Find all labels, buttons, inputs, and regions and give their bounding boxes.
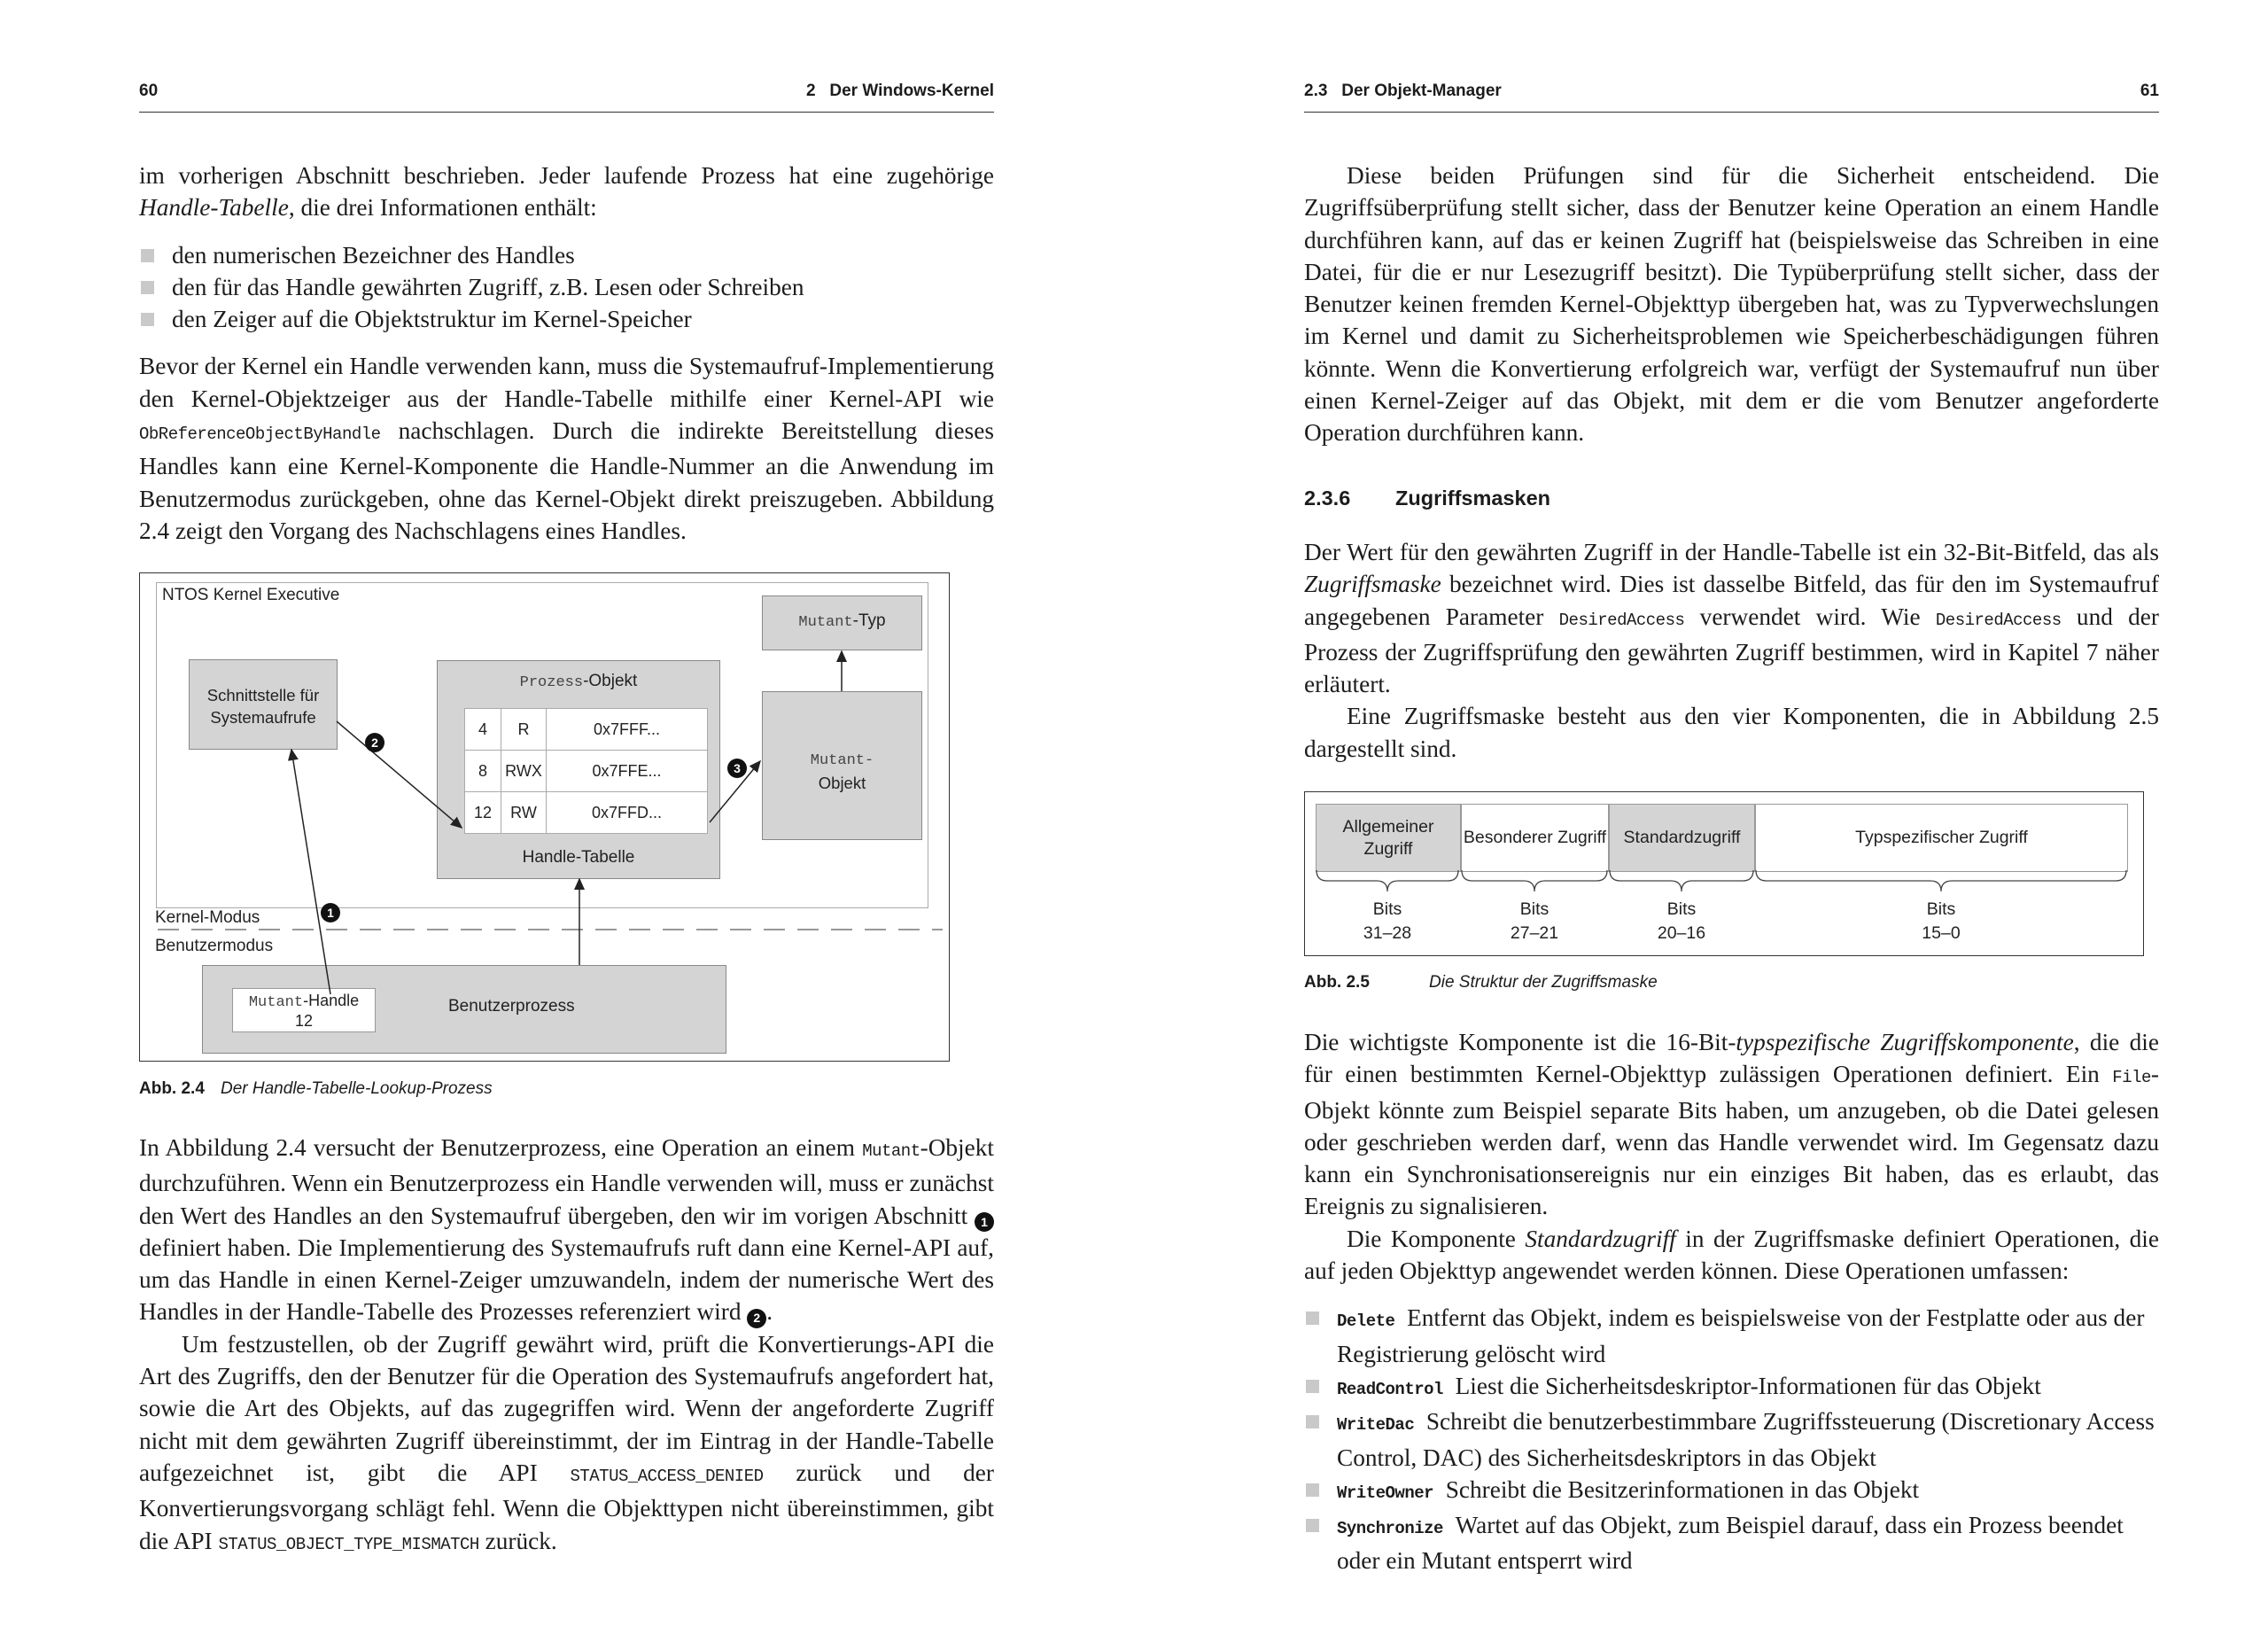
right-page-number: 61	[2140, 82, 2159, 100]
marker-3: 3	[727, 759, 747, 778]
right-paragraph-1: Diese beiden Prüfungen sind für die Sicherheit entscheidend. Die Zugriffsüberprüfung stellt sicher, dass der Benutzer keine Operation an einem Handle durchführen kann, auf das er keinen Zugriff hat (beispielsweise das Schreiben in eine Datei, für die er nur Lesezugriff besitzt). Die Typüberprüfung stellt sicher, dass der Benutzer keinen fremden Kernel-Objekttyp übergeben hat, was zu Typverwechslungen im Kernel und damit zu Sicherheitsproblemen wie Speicherbeschädigungen führen könnte. Wenn die Konvertierung erfolgreich war, verfügt der Systemaufruf nun über einen Kernel-Zeiger auf das Objekt, mit dem er die vom Benutzer angeforderte Operation durchführen kann.	[1304, 162, 2159, 447]
inline-marker-2: 2	[747, 1309, 766, 1328]
figure-connectors	[140, 573, 949, 1061]
standard-access-list	[1304, 1302, 2159, 1576]
bits-label-31-28: Bits 31–28	[1363, 899, 1412, 943]
left-page-number: 60	[139, 82, 159, 100]
mutant-object-label: Mutant- Objekt	[810, 752, 874, 792]
section-heading	[1304, 486, 1550, 510]
process-object-label: Prozess-Objekt	[519, 672, 638, 691]
section-number: 2.3.6	[1304, 486, 1351, 510]
inline-marker-1: 1	[975, 1212, 994, 1232]
table-row: 8 RWX 0x7FFE...	[465, 751, 708, 792]
executive-label: NTOS Kernel Executive	[162, 586, 340, 604]
arrow-2-syscall-to-table	[337, 721, 462, 828]
arrow-1-handle-to-syscall	[291, 750, 330, 994]
mutant-handle-box: Mutant-Handle 12	[232, 988, 376, 1032]
list-item: den Zeiger auf die Objektstruktur im Kernel-Speicher	[139, 303, 994, 335]
figure-handle-lookup	[139, 572, 950, 1062]
emphasis-handle-tabelle: Handle-Tabelle	[139, 194, 289, 222]
figure-2-5-caption: Abb. 2.5 Die Struktur der Zugriffsmaske	[1304, 973, 1658, 992]
right-paragraph-2: Der Wert für den gewährten Zugriff in der Handle-Tabelle ist ein 32-Bit-Bitfeld, das als Zugriffsmaske bezeichnet wird. Dies ist dasselbe Bitfeld, das für den im Systemaufruf angegebenen Parameter DesiredAccess verwendet wird. Wie DesiredAccess und der Prozess der Zugriffsprüfung den gewährten Zugriff bestimmen, wird in Kapitel 7 näher erläutert.	[1304, 539, 2159, 698]
left-running-title: 2 Der Windows-Kernel	[805, 82, 994, 100]
right-paragraph-5: Die Komponente Standardzugriff in der Zugriffsmaske definiert Operationen, die auf jeden Objekttyp angewendet werden können. Diese Operationen umfassen:	[1304, 1225, 2159, 1285]
right-paragraph-4: Die wichtigste Komponente ist die 16-Bit-typspezifische Zugriffskomponente, die die für einen bestimmten Kernel-Objekttyp zulässigen Operationen definiert. Ein File-Objekt könnte zum Beispiel separate Bits haben, um anzugeben, ob die Datei gelesen oder geschrieben werden darf, wenn das Handle verwendet wird. Im Gegensatz dazu kann ein Synchronisationsereignis nur ein einziges Bit haben, das es erlaubt, das Ereignis zu signalisieren.	[1304, 1029, 2159, 1220]
right-running-head	[1304, 80, 2159, 113]
mutant-handle-value: 12	[294, 1012, 314, 1030]
left-bullet-list	[139, 239, 994, 336]
right-page	[1304, 0, 2159, 1650]
left-paragraph-4: Um festzustellen, ob der Zugriff gewährt wird, prüft die Konvertierungs-API die Art des Zugriffs, den der Benutzer für die Operation des Systemaufrufs angefordert hat, sowie die Art des Objekts, auf das zugegriffen wird. Wenn der angeforderte Zugriff nicht mit dem gewährten Zugriff übereinstimmt, der im Eintrag in der Handle-Tabelle aufgezeichnet ist, gibt die API STATUS_ACCESS_DENIED zurück und der Konvertierungsvorgang schlägt fehl. Wenn die Objekttypen nicht übereinstimmen, gibt die API STATUS_OBJECT_TYPE_MISMATCH zurück.	[139, 1330, 994, 1554]
list-item: WriteDac Schreibt die benutzerbestimmbare Zugriffssteuerung (Discretionary Access Control, DAC) des Sicherheitsdeskriptors in das Objekt	[1304, 1405, 2159, 1474]
brace-20-16	[1610, 870, 1753, 891]
brace-27-21	[1462, 870, 1607, 891]
brace-31-28	[1317, 870, 1458, 891]
marker-1: 1	[321, 903, 340, 922]
right-paragraph-3: Eine Zugriffsmaske besteht aus den vier Komponenten, die in Abbildung 2.5 dargestellt sind.	[1304, 703, 2159, 762]
code-obreference: ObReferenceObjectByHandle	[139, 424, 381, 445]
list-item: WriteOwner Schreibt die Besitzerinformationen in das Objekt	[1304, 1474, 2159, 1509]
list-item: den für das Handle gewährten Zugriff, z.B. Lesen oder Schreiben	[139, 271, 994, 303]
figure-access-mask	[1304, 791, 2144, 956]
user-process-label: Benutzerprozess	[448, 997, 575, 1016]
left-intro-block	[139, 160, 994, 547]
left-lower-block	[139, 1132, 994, 1560]
marker-2: 2	[365, 733, 384, 752]
left-running-head	[139, 80, 994, 113]
user-mode-label: Benutzermodus	[155, 937, 274, 955]
left-paragraph-3: In Abbildung 2.4 versucht der Benutzerprozess, eine Operation an einem Mutant-Objekt durchzuführen. Wenn ein Benutzerprozess ein Handle verwenden will, muss er zunächst den Wert des Handles an den Systemaufruf übergeben, den wir im vorigen Abschnitt 1 definiert haben. Die Implementierung des Systemaufrufs ruft dann eine Kernel-API auf, um das Handle in einen Kernel-Zeiger umzuwandeln, indem der numerische Wert des Handles in der Handle-Tabelle des Prozesses referenziert wird 2 .	[139, 1132, 994, 1328]
bits-label-20-16: Bits 20–16	[1657, 899, 1706, 943]
left-intro-paragraph: im vorherigen Abschnitt beschrieben. Jeder laufende Prozess hat eine zugehörige Handle-Tabelle, die drei Informationen enthält:	[139, 162, 994, 222]
figure-2-4-caption: Abb. 2.4 Der Handle-Tabelle-Lookup-Prozess	[139, 1079, 493, 1098]
kernel-mode-label: Kernel-Modus	[155, 908, 260, 927]
handle-table-label: Handle-Tabelle	[522, 848, 635, 867]
brace-15-0	[1756, 870, 2126, 891]
segment-typspezifischer-zugriff: Typspezifischer Zugriff	[1755, 804, 2128, 872]
left-paragraph-2: Bevor der Kernel ein Handle verwenden kann, muss die Systemaufruf-Implementierung den Kernel-Objektzeiger aus der Handle-Tabelle mithilfe einer Kernel-API wie ObReferenceObjectByHandle nachschlagen. Durch die indirekte Bereitstellung dieses Handles kann eine Kernel-Komponente die Handle-Nummer an die Anwendung im Benutzermodus zurückgeben, ohne das Kernel-Objekt direkt preiszugeben. Abbildung 2.4 zeigt den Vorgang des Nachschlagens eines Handles.	[139, 353, 994, 544]
right-intro-block	[1304, 160, 2159, 449]
right-lower-block	[1304, 1026, 2159, 1577]
table-row: 12 RW 0x7FFD...	[465, 792, 708, 834]
section-title: Zugriffsmasken	[1395, 486, 1550, 510]
segment-standardzugriff: Standardzugriff	[1609, 804, 1755, 872]
bits-label-15-0: Bits 15–0	[1922, 899, 1961, 943]
segment-allgemeiner-zugriff: Allgemeiner Zugriff	[1316, 804, 1461, 872]
right-running-title: 2.3 Der Objekt-Manager	[1304, 82, 1502, 100]
right-middle-block	[1304, 536, 2159, 765]
bits-label-27-21: Bits 27–21	[1510, 899, 1559, 943]
left-page	[139, 0, 994, 1650]
mutant-type-label: Mutant-Typ	[798, 611, 886, 631]
list-item: Synchronize Wartet auf das Objekt, zum Beispiel darauf, dass ein Prozess beendet oder ein Mutant entsperrt wird	[1304, 1509, 2159, 1577]
syscall-interface-label: Schnittstelle für Systemaufrufe	[206, 686, 320, 727]
list-item: ReadControl Liest die Sicherheitsdeskriptor-Informationen für das Objekt	[1304, 1370, 2159, 1405]
list-item: Delete Entfernt das Objekt, indem es beispielsweise von der Festplatte oder aus der Registrierung gelöscht wird	[1304, 1302, 2159, 1370]
table-row: 4 R 0x7FFF...	[465, 709, 708, 751]
segment-besonderer-zugriff: Besonderer Zugriff	[1461, 804, 1609, 872]
list-item: den numerischen Bezeichner des Handles	[139, 239, 994, 271]
